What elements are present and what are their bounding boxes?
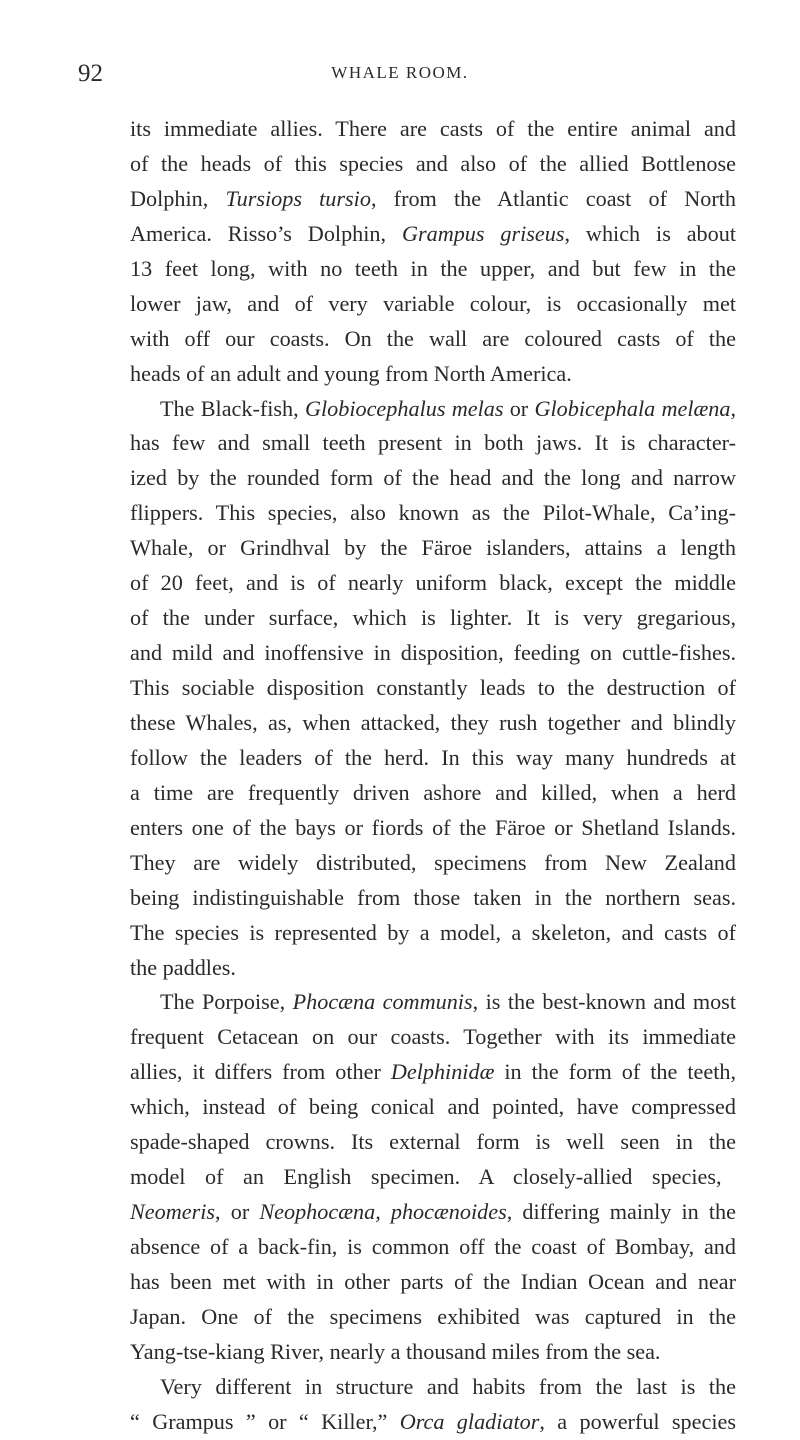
text-run: The species is represented by a model, a skeleton, and casts of [130,919,736,945]
text-line [130,776,736,811]
italic-run: Neophocæna, phocænoides [259,1199,507,1225]
italic-run: Tursiops tursio [225,185,371,211]
text-run: model of an English specimen. A closely-allied species, [130,1164,722,1190]
text-line [130,322,736,357]
text-run: spade-shaped crowns. Its external form is well seen in the [130,1129,736,1155]
text-run: The Porpoise, [160,989,293,1015]
italic-run: Grampus griseus [401,220,565,246]
text-run: has few and small teeth present in both jaws. It is character- [130,430,736,456]
running-title: WHALE ROOM. [331,63,469,82]
text-run: with off our coasts. On the wall are coloured casts of the [130,325,736,351]
text-run: flippers. This species, also known as the Pilot-Whale, Ca’ing- [130,500,736,526]
text-run: , [730,395,736,421]
text-line [130,112,736,147]
text-line [130,1160,736,1195]
text-run: of 20 feet, and is of nearly uniform black, except the middle [130,570,736,596]
paragraph-first-line [130,392,736,427]
text-line [130,1405,736,1440]
text-run: and mild and inoffensive in disposition, feeding on cuttle-fishes. [130,640,736,666]
text-line [130,846,736,881]
text-run: of the heads of this species and also of the allied Bottlenose [130,150,736,176]
text-line [130,951,736,986]
paragraph-first-line [130,985,736,1020]
text-line [130,1020,736,1055]
text-run: follow the leaders of the herd. In this way many hundreds at [130,744,736,770]
page-number: 92 [78,60,103,87]
text-run: , from the Atlantic coast of North [370,185,736,211]
text-run: allies, it differs from other [130,1059,391,1085]
text-run: of the under surface, which is lighter. It is very gregarious, [130,605,736,631]
text-run: in the form of the teeth, [494,1059,736,1085]
text-line [130,426,736,461]
text-line [130,182,736,217]
text-line [130,252,736,287]
text-run: frequent Cetacean on our coasts. Together with its immediate [130,1024,736,1050]
text-line [130,287,736,322]
text-run: This sociable disposition constantly leads to the destruction of [130,675,736,700]
italic-run: Delphinidæ [390,1059,495,1085]
text-line [130,881,736,916]
text-run: Very different in structure and habits from the last is the [160,1373,736,1399]
text-line [130,217,736,252]
text-line [130,496,736,531]
text-run: has been met with in other parts of the Indian Ocean and near [130,1268,736,1294]
text-run: , a powerful species [539,1408,736,1434]
text-run: Dolphin, [130,185,226,211]
text-line [130,1265,736,1300]
text-run: 13 feet long, with no teeth in the upper, and but few in the [130,255,736,281]
text-line [130,1300,736,1335]
text-run: the paddles. [130,954,236,980]
text-run: or [503,395,535,421]
text-run: The Black-fish, [160,395,305,421]
text-line [130,1055,736,1090]
text-line [130,811,736,846]
text-run: , is the best-known and most [472,989,736,1015]
text-run: its immediate allies. There are casts of the entire animal and [130,116,736,141]
text-line [130,706,736,741]
italic-run: Phocæna communis [292,989,473,1015]
text-run: Japan. One of the specimens exhibited was captured in the [130,1303,736,1329]
text-line [130,461,736,496]
italic-run: Orca gladiator [399,1408,540,1434]
text-run: which, instead of being conical and pointed, have compressed [130,1094,736,1120]
text-run: a time are frequently driven ashore and killed, when a herd [130,779,736,805]
text-line [130,741,736,776]
italic-run: Globicephala melæna [534,395,731,421]
text-run: , which is about [564,220,736,246]
paragraph-first-line [130,1370,736,1405]
text-line [130,1335,736,1370]
text-run: America. Risso’s Dolphin, [130,220,402,246]
text-run: “ Grampus ” or “ Killer,” [130,1408,400,1434]
body-text [130,112,736,1440]
text-run: enters one of the bays or fiords of the Färoe or Shetland Islands. [130,814,736,840]
italic-run: Neomeris [130,1199,216,1225]
text-line [130,916,736,951]
text-line [130,357,736,392]
text-run: , differing mainly in the [506,1199,736,1225]
text-run: absence of a back-fin, is common off the coast of Bombay, and [130,1234,736,1259]
text-run: , or [215,1199,260,1225]
text-line [130,1090,736,1125]
text-line [130,531,736,566]
text-run: heads of an adult and young from North America. [130,360,572,386]
text-line [130,1230,736,1265]
text-run: being indistinguishable from those taken in the northern seas. [130,884,736,910]
text-line [130,636,736,671]
text-run: Whale, or Grindhval by the Färoe islanders, attains a length [130,535,736,561]
text-run: ized by the rounded form of the head and the long and narrow [130,465,736,491]
text-line [130,601,736,636]
text-line [130,1125,736,1160]
italic-run: Globiocephalus melas [304,395,504,421]
text-run: lower jaw, and of very variable colour, is occasionally met [130,290,736,316]
text-line [130,671,736,706]
text-run: Yang-tse-kiang River, nearly a thousand miles from the sea. [130,1338,661,1364]
text-line [130,147,736,182]
text-run: They are widely distributed, specimens from New Zealand [130,849,736,875]
text-line [130,566,736,601]
text-run: these Whales, as, when attacked, they rush together and blindly [130,709,736,735]
text-line [130,1195,736,1230]
